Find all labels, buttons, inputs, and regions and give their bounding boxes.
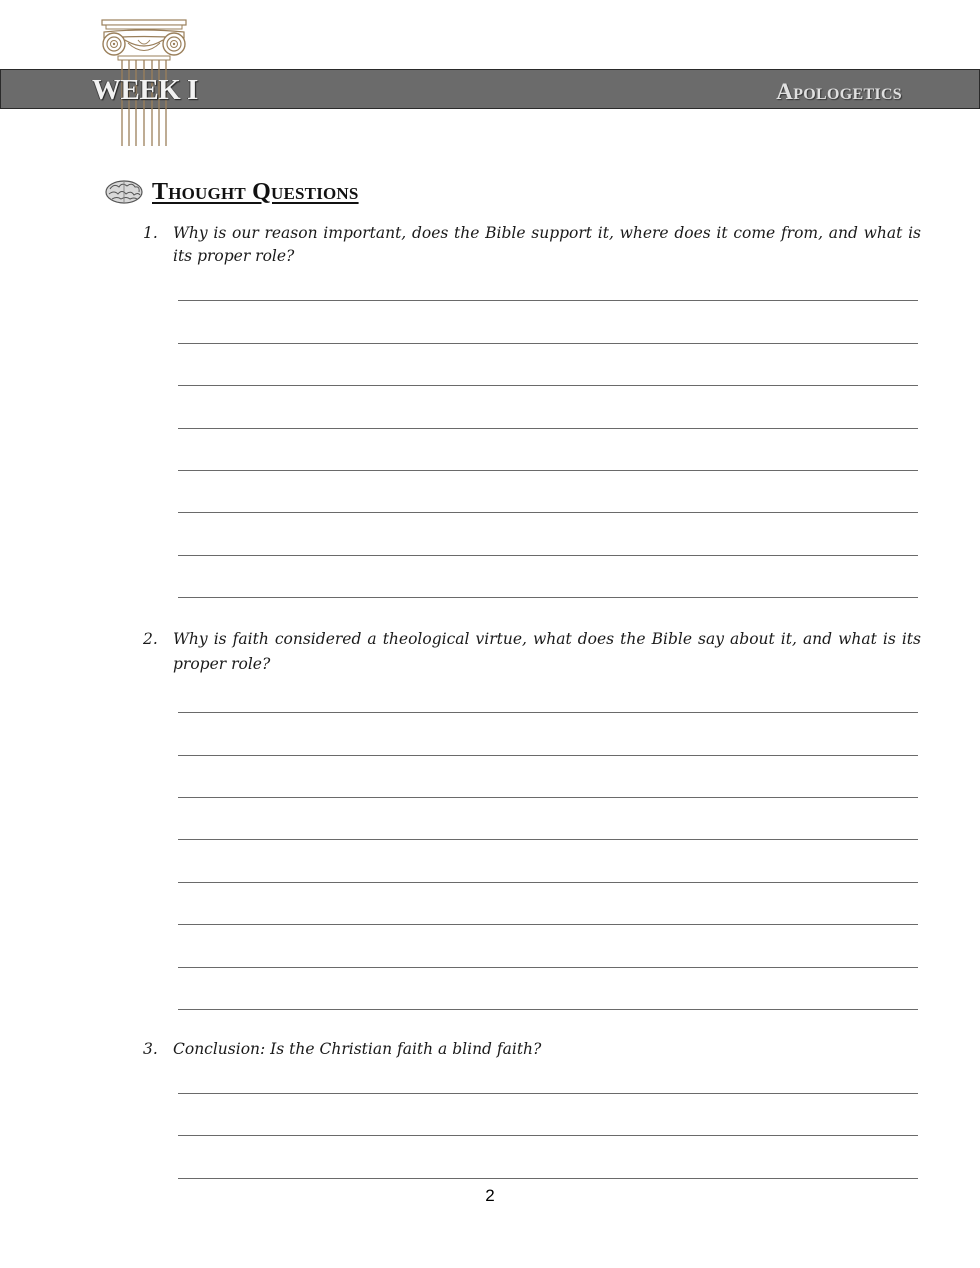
brain-icon xyxy=(104,177,144,207)
answer-line[interactable] xyxy=(178,597,918,598)
question-3 xyxy=(143,1038,921,1061)
question-text: Conclusion: Is the Christian faith a blind faith? xyxy=(173,1040,542,1058)
question-text: Why is our reason important, does the Bible support it, where does it come from, and what is its proper role? xyxy=(173,224,921,265)
answer-line[interactable] xyxy=(178,343,918,344)
answer-line[interactable] xyxy=(178,512,918,513)
answer-line[interactable] xyxy=(178,839,918,840)
answer-line[interactable] xyxy=(178,555,918,556)
answer-line[interactable] xyxy=(178,797,918,798)
answer-line[interactable] xyxy=(178,882,918,883)
answer-line[interactable] xyxy=(178,967,918,968)
question-2 xyxy=(143,627,921,677)
answer-line[interactable] xyxy=(178,300,918,301)
answer-line[interactable] xyxy=(178,755,918,756)
week-title: WEEK I xyxy=(92,74,198,106)
page-number: 2 xyxy=(485,1186,495,1205)
answer-line[interactable] xyxy=(178,470,918,471)
section-title: Thought Questions xyxy=(152,178,359,205)
question-number: 2. xyxy=(143,630,158,648)
answer-line[interactable] xyxy=(178,924,918,925)
answer-line[interactable] xyxy=(178,1009,918,1010)
question-1 xyxy=(143,222,921,268)
answer-line[interactable] xyxy=(178,1135,918,1136)
answer-line[interactable] xyxy=(178,1093,918,1094)
question-text: Why is faith considered a theological virtue, what does the Bible say about it, and what is its proper role? xyxy=(173,630,921,673)
subject-title: Apologetics xyxy=(776,79,902,104)
answer-line[interactable] xyxy=(178,428,918,429)
question-number: 3. xyxy=(143,1040,158,1058)
answer-line[interactable] xyxy=(178,1178,918,1179)
section-heading xyxy=(104,177,359,207)
answer-line[interactable] xyxy=(178,385,918,386)
question-number: 1. xyxy=(143,224,158,242)
answer-line[interactable] xyxy=(178,712,918,713)
